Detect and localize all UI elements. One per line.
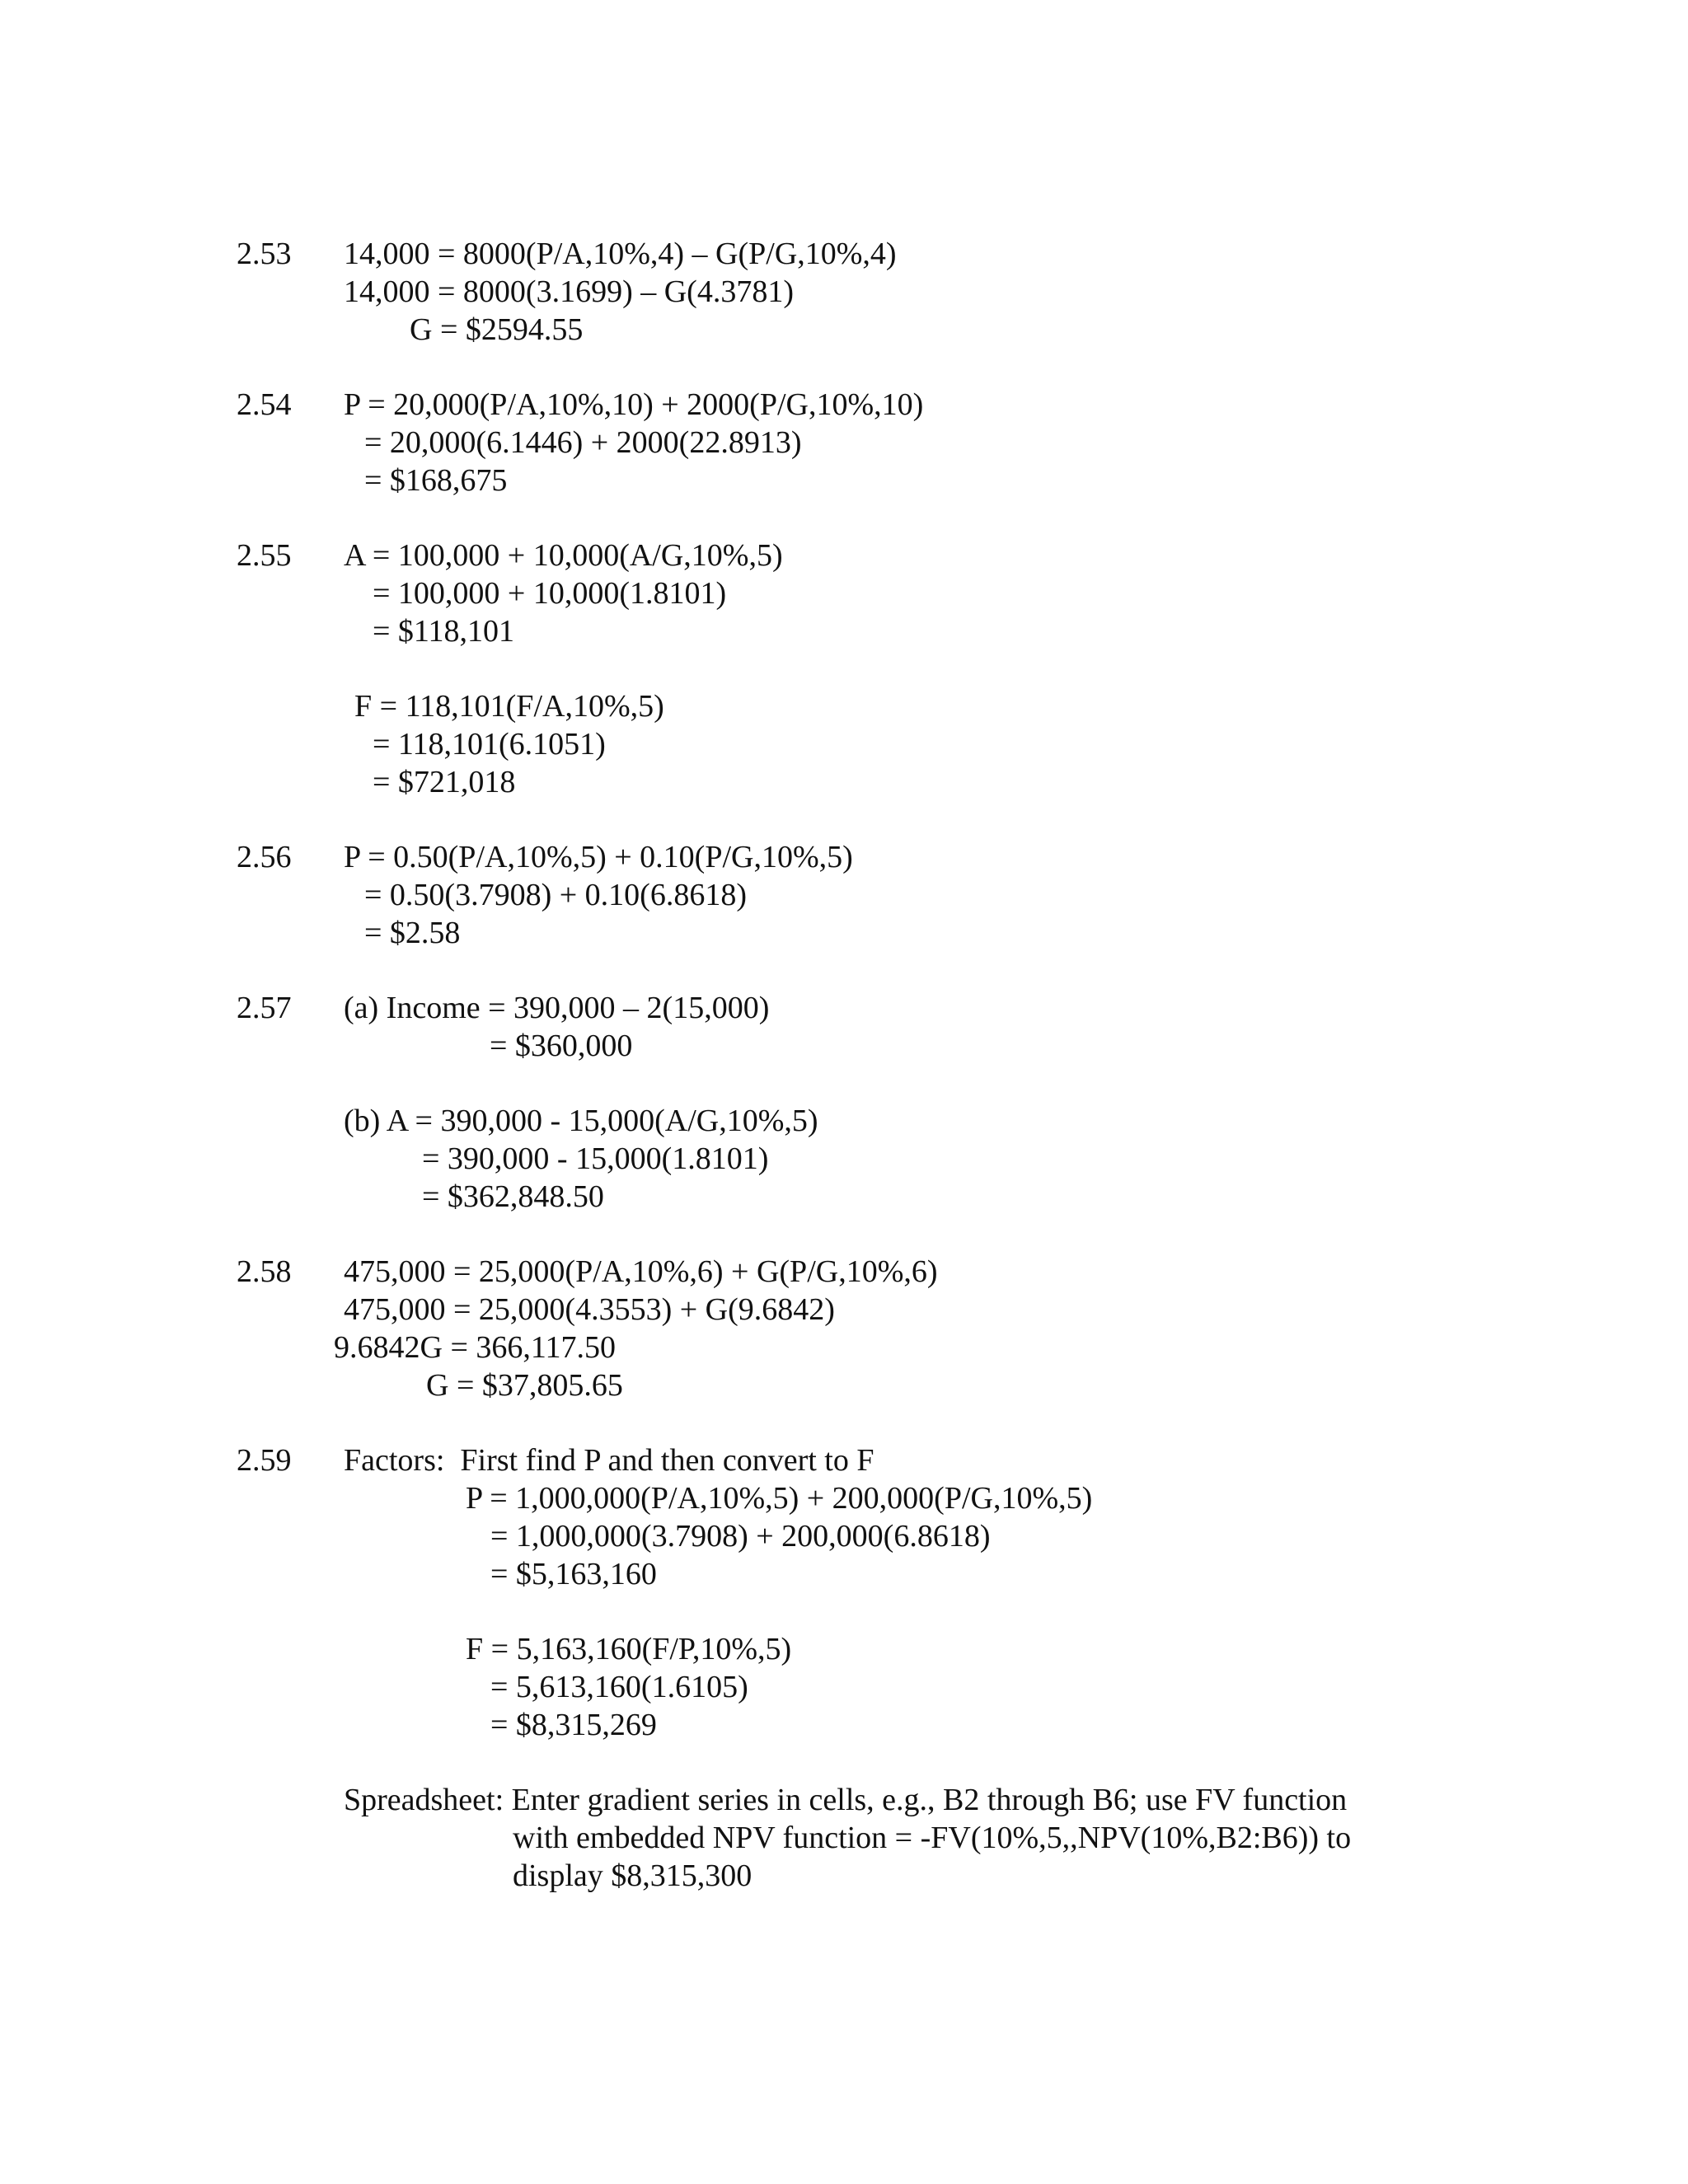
equation-line: F = 5,163,160(F/P,10%,5) — [466, 1632, 792, 1666]
equation-line: = 100,000 + 10,000(1.8101) — [373, 576, 727, 611]
equation-line: = 0.50(3.7908) + 0.10(6.8618) — [364, 878, 747, 912]
equation-line: = $2.58 — [364, 916, 461, 950]
equation-line: P = 0.50(P/A,10%,5) + 0.10(P/G,10%,5) — [344, 840, 853, 874]
equation-line: = 20,000(6.1446) + 2000(22.8913) — [364, 425, 802, 460]
equation-line: (a) Income = 390,000 – 2(15,000) — [344, 991, 770, 1025]
equation-line: = 118,101(6.1051) — [373, 727, 606, 762]
equation-line: 475,000 = 25,000(4.3553) + G(9.6842) — [344, 1292, 835, 1327]
equation-line: 14,000 = 8000(3.1699) – G(4.3781) — [344, 274, 794, 309]
spreadsheet-note: with embedded NPV function = -FV(10%,5,,NPV(10%,B2:B6)) to — [513, 1821, 1352, 1855]
equation-line: 9.6842G = 366,117.50 — [334, 1330, 616, 1365]
equation-line: = 1,000,000(3.7908) + 200,000(6.8618) — [490, 1519, 991, 1554]
equation-line: = $721,018 — [373, 765, 516, 799]
problem-number: 2.54 — [237, 387, 292, 422]
problem-number: 2.55 — [237, 538, 292, 573]
equation-line: A = 100,000 + 10,000(A/G,10%,5) — [344, 538, 783, 573]
problem-number: 2.57 — [237, 991, 292, 1025]
equation-line: P = 20,000(P/A,10%,10) + 2000(P/G,10%,10) — [344, 387, 924, 422]
problem-number: 2.53 — [237, 237, 292, 271]
equation-line: G = $37,805.65 — [426, 1368, 623, 1403]
spreadsheet-note: display $8,315,300 — [513, 1858, 753, 1893]
equation-line: 14,000 = 8000(P/A,10%,4) – G(P/G,10%,4) — [344, 237, 897, 271]
spreadsheet-note: Spreadsheet: Enter gradient series in cells, e.g., B2 through B6; use FV function — [344, 1783, 1348, 1817]
equation-line: P = 1,000,000(P/A,10%,5) + 200,000(P/G,10%,5) — [466, 1481, 1093, 1516]
equation-line: G = $2594.55 — [410, 312, 584, 347]
equation-line: 475,000 = 25,000(P/A,10%,6) + G(P/G,10%,6) — [344, 1254, 938, 1289]
equation-line: F = 118,101(F/A,10%,5) — [354, 689, 664, 724]
equation-line: Factors: First find P and then convert to F — [344, 1443, 874, 1478]
problem-number: 2.59 — [237, 1443, 292, 1478]
problem-number: 2.56 — [237, 840, 292, 874]
equation-line: = 5,613,160(1.6105) — [490, 1670, 748, 1704]
equation-line: = $5,163,160 — [490, 1557, 657, 1591]
equation-line: = $118,101 — [373, 614, 515, 649]
equation-line: = $362,848.50 — [422, 1179, 604, 1214]
equation-line: (b) A = 390,000 - 15,000(A/G,10%,5) — [344, 1104, 818, 1138]
equation-line: = $360,000 — [490, 1029, 633, 1063]
equation-line: = $8,315,269 — [490, 1708, 657, 1742]
equation-line: = 390,000 - 15,000(1.8101) — [422, 1141, 769, 1176]
equation-line: = $168,675 — [364, 463, 508, 498]
problem-number: 2.58 — [237, 1254, 292, 1289]
